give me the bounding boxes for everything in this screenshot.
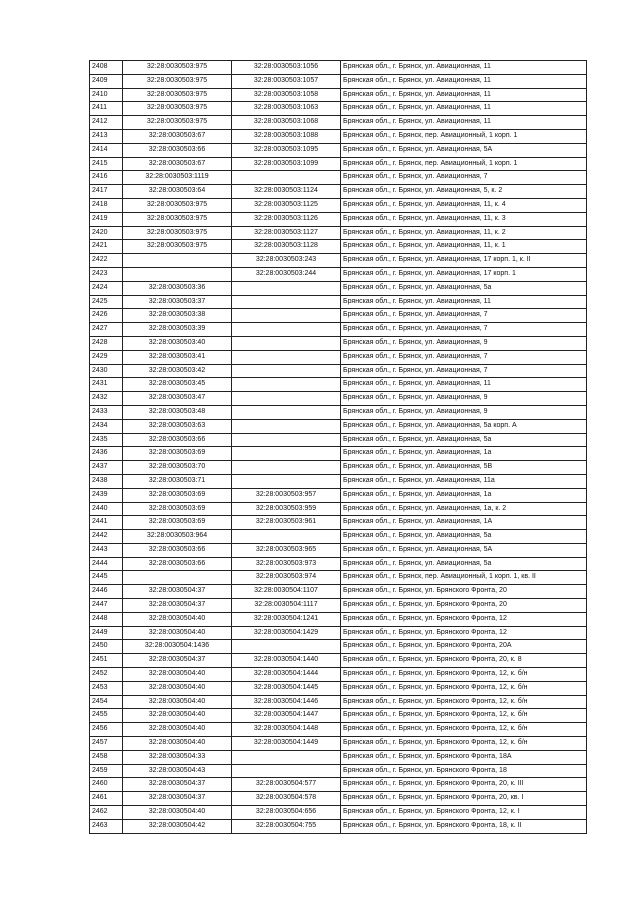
table-row — [90, 612, 587, 626]
land-cadastral-number-cell: 32:28:0030504:37 — [123, 599, 232, 613]
row-number-cell: 2432 — [90, 392, 123, 406]
row-number-cell: 2451 — [90, 654, 123, 668]
object-cadastral-number-cell — [232, 405, 341, 419]
address-cell: Брянская обл., г. Брянск, ул. Авиационная, 9 — [341, 405, 587, 419]
address-cell: Брянская обл., г. Брянск, ул. Брянского Фронта, 20А — [341, 640, 587, 654]
row-number-cell: 2414 — [90, 143, 123, 157]
object-cadastral-number-cell — [232, 764, 341, 778]
address-cell: Брянская обл., г. Брянск, ул. Авиационная, 1а — [341, 447, 587, 461]
land-cadastral-number-cell: 32:28:0030503:975 — [123, 240, 232, 254]
address-cell: Брянская обл., г. Брянск, ул. Авиационная, 9 — [341, 336, 587, 350]
land-cadastral-number-cell: 32:28:0030504:33 — [123, 750, 232, 764]
table-row — [90, 143, 587, 157]
row-number-cell: 2457 — [90, 737, 123, 751]
address-cell: Брянская обл., г. Брянск, ул. Брянского Фронта, 20, к. 8 — [341, 654, 587, 668]
row-number-cell: 2411 — [90, 102, 123, 116]
table-row — [90, 102, 587, 116]
address-cell: Брянская обл., г. Брянск, ул. Брянского Фронта, 20, кв. I — [341, 792, 587, 806]
table-row — [90, 226, 587, 240]
object-cadastral-number-cell — [232, 281, 341, 295]
row-number-cell: 2458 — [90, 750, 123, 764]
address-cell: Брянская обл., г. Брянск, ул. Авиационная, 5а — [341, 281, 587, 295]
object-cadastral-number-cell — [232, 640, 341, 654]
row-number-cell: 2443 — [90, 543, 123, 557]
table-row — [90, 543, 587, 557]
row-number-cell: 2408 — [90, 61, 123, 75]
address-cell: Брянская обл., г. Брянск, ул. Брянского Фронта, 20 — [341, 599, 587, 613]
address-cell: Брянская обл., г. Брянск, ул. Авиационная, 11, к. 4 — [341, 198, 587, 212]
land-cadastral-number-cell: 32:28:0030504:40 — [123, 612, 232, 626]
object-cadastral-number-cell: 32:28:0030504:1449 — [232, 737, 341, 751]
land-cadastral-number-cell: 32:28:0030504:42 — [123, 819, 232, 833]
address-cell: Брянская обл., г. Брянск, ул. Авиационная, 11 — [341, 102, 587, 116]
table-row — [90, 626, 587, 640]
table-row — [90, 323, 587, 337]
row-number-cell: 2462 — [90, 806, 123, 820]
object-cadastral-number-cell — [232, 392, 341, 406]
address-cell: Брянская обл., г. Брянск, ул. Авиационная, 11, к. 3 — [341, 212, 587, 226]
row-number-cell: 2426 — [90, 309, 123, 323]
table-row — [90, 640, 587, 654]
land-cadastral-number-cell: 32:28:0030503:70 — [123, 461, 232, 475]
table-row — [90, 668, 587, 682]
address-cell: Брянская обл., г. Брянск, ул. Брянского Фронта, 20 — [341, 585, 587, 599]
row-number-cell: 2446 — [90, 585, 123, 599]
row-number-cell: 2409 — [90, 74, 123, 88]
address-cell: Брянская обл., г. Брянск, ул. Авиационная, 5а корп. А — [341, 419, 587, 433]
land-cadastral-number-cell — [123, 571, 232, 585]
address-cell: Брянская обл., г. Брянск, ул. Брянского Фронта, 20, к. III — [341, 778, 587, 792]
land-cadastral-number-cell: 32:28:0030503:39 — [123, 323, 232, 337]
address-cell: Брянская обл., г. Брянск, ул. Брянского Фронта, 18, к. II — [341, 819, 587, 833]
object-cadastral-number-cell: 32:28:0030503:244 — [232, 267, 341, 281]
land-cadastral-number-cell: 32:28:0030503:63 — [123, 419, 232, 433]
address-cell: Брянская обл., г. Брянск, ул. Брянского Фронта, 12 — [341, 626, 587, 640]
land-cadastral-number-cell: 32:28:0030503:64 — [123, 185, 232, 199]
address-cell: Брянская обл., г. Брянск, ул. Брянского Фронта, 12, к. б/н — [341, 695, 587, 709]
row-number-cell: 2447 — [90, 599, 123, 613]
table-row — [90, 295, 587, 309]
object-cadastral-number-cell: 32:28:0030503:959 — [232, 502, 341, 516]
table-row — [90, 778, 587, 792]
land-cadastral-number-cell: 32:28:0030503:964 — [123, 530, 232, 544]
address-cell: Брянская обл., г. Брянск, ул. Брянского Фронта, 12, к. б/н — [341, 681, 587, 695]
table-row — [90, 585, 587, 599]
object-cadastral-number-cell — [232, 474, 341, 488]
land-cadastral-number-cell: 32:28:0030503:975 — [123, 116, 232, 130]
address-cell: Брянская обл., г. Брянск, ул. Авиационная, 7 — [341, 171, 587, 185]
row-number-cell: 2452 — [90, 668, 123, 682]
address-cell: Брянская обл., г. Брянск, ул. Авиационная, 5а — [341, 433, 587, 447]
row-number-cell: 2433 — [90, 405, 123, 419]
land-cadastral-number-cell: 32:28:0030503:975 — [123, 74, 232, 88]
land-cadastral-number-cell: 32:28:0030503:37 — [123, 295, 232, 309]
land-cadastral-number-cell: 32:28:0030503:69 — [123, 447, 232, 461]
table-row — [90, 709, 587, 723]
row-number-cell: 2449 — [90, 626, 123, 640]
row-number-cell: 2430 — [90, 364, 123, 378]
land-cadastral-number-cell: 32:28:0030503:40 — [123, 336, 232, 350]
row-number-cell: 2459 — [90, 764, 123, 778]
row-number-cell: 2460 — [90, 778, 123, 792]
table-row — [90, 681, 587, 695]
row-number-cell: 2442 — [90, 530, 123, 544]
object-cadastral-number-cell: 32:28:0030503:1057 — [232, 74, 341, 88]
land-cadastral-number-cell: 32:28:0030503:66 — [123, 433, 232, 447]
table-row — [90, 502, 587, 516]
address-cell: Брянская обл., г. Брянск, ул. Брянского Фронта, 12 — [341, 612, 587, 626]
table-row — [90, 764, 587, 778]
land-cadastral-number-cell: 32:28:0030503:67 — [123, 129, 232, 143]
land-cadastral-number-cell: 32:28:0030503:975 — [123, 212, 232, 226]
object-cadastral-number-cell — [232, 447, 341, 461]
land-cadastral-number-cell: 32:28:0030504:40 — [123, 668, 232, 682]
table-row — [90, 461, 587, 475]
land-cadastral-number-cell: 32:28:0030503:69 — [123, 502, 232, 516]
address-cell: Брянская обл., г. Брянск, ул. Брянского Фронта, 12, к. I — [341, 806, 587, 820]
object-cadastral-number-cell: 32:28:0030503:1056 — [232, 61, 341, 75]
row-number-cell: 2437 — [90, 461, 123, 475]
object-cadastral-number-cell: 32:28:0030504:1447 — [232, 709, 341, 723]
object-cadastral-number-cell — [232, 461, 341, 475]
row-number-cell: 2428 — [90, 336, 123, 350]
object-cadastral-number-cell — [232, 433, 341, 447]
table-row — [90, 723, 587, 737]
table-row — [90, 171, 587, 185]
table-row — [90, 88, 587, 102]
object-cadastral-number-cell — [232, 530, 341, 544]
land-cadastral-number-cell: 32:28:0030503:67 — [123, 157, 232, 171]
land-cadastral-number-cell: 32:28:0030504:37 — [123, 792, 232, 806]
address-cell: Брянская обл., г. Брянск, ул. Брянского Фронта, 12, к. б/н — [341, 737, 587, 751]
address-cell: Брянская обл., г. Брянск, ул. Авиационная, 11 — [341, 61, 587, 75]
object-cadastral-number-cell — [232, 323, 341, 337]
object-cadastral-number-cell — [232, 750, 341, 764]
land-cadastral-number-cell: 32:28:0030503:69 — [123, 488, 232, 502]
land-cadastral-number-cell: 32:28:0030504:40 — [123, 806, 232, 820]
land-cadastral-number-cell — [123, 267, 232, 281]
table-row — [90, 530, 587, 544]
table-row — [90, 240, 587, 254]
table-row — [90, 792, 587, 806]
land-cadastral-number-cell: 32:28:0030503:69 — [123, 516, 232, 530]
table-row — [90, 695, 587, 709]
object-cadastral-number-cell: 32:28:0030503:1088 — [232, 129, 341, 143]
row-number-cell: 2424 — [90, 281, 123, 295]
table-row — [90, 654, 587, 668]
land-cadastral-number-cell: 32:28:0030503:1119 — [123, 171, 232, 185]
row-number-cell: 2429 — [90, 350, 123, 364]
land-cadastral-number-cell: 32:28:0030504:40 — [123, 626, 232, 640]
row-number-cell: 2453 — [90, 681, 123, 695]
table-row — [90, 212, 587, 226]
address-cell: Брянская обл., г. Брянск, ул. Авиационная, 17 корп. 1, к. II — [341, 254, 587, 268]
land-cadastral-number-cell: 32:28:0030503:975 — [123, 198, 232, 212]
table-row — [90, 336, 587, 350]
object-cadastral-number-cell: 32:28:0030503:1099 — [232, 157, 341, 171]
object-cadastral-number-cell: 32:28:0030504:1117 — [232, 599, 341, 613]
land-cadastral-number-cell: 32:28:0030504:37 — [123, 585, 232, 599]
address-cell: Брянская обл., г. Брянск, ул. Авиационная, 1А — [341, 516, 587, 530]
address-cell: Брянская обл., г. Брянск, ул. Авиационная, 11 — [341, 88, 587, 102]
row-number-cell: 2415 — [90, 157, 123, 171]
land-cadastral-number-cell: 32:28:0030503:38 — [123, 309, 232, 323]
object-cadastral-number-cell: 32:28:0030504:656 — [232, 806, 341, 820]
address-cell: Брянская обл., г. Брянск, ул. Авиационная, 5, к. 2 — [341, 185, 587, 199]
object-cadastral-number-cell: 32:28:0030503:974 — [232, 571, 341, 585]
row-number-cell: 2440 — [90, 502, 123, 516]
land-cadastral-number-cell: 32:28:0030504:40 — [123, 709, 232, 723]
table-row — [90, 474, 587, 488]
land-cadastral-number-cell: 32:28:0030503:48 — [123, 405, 232, 419]
land-cadastral-number-cell: 32:28:0030503:47 — [123, 392, 232, 406]
object-cadastral-number-cell: 32:28:0030503:1126 — [232, 212, 341, 226]
object-cadastral-number-cell: 32:28:0030503:1068 — [232, 116, 341, 130]
address-cell: Брянская обл., г. Брянск, ул. Брянского Фронта, 12, к. б/н — [341, 709, 587, 723]
address-cell: Брянская обл., г. Брянск, ул. Авиационная, 5В — [341, 461, 587, 475]
land-cadastral-number-cell: 32:28:0030504:37 — [123, 654, 232, 668]
row-number-cell: 2463 — [90, 819, 123, 833]
land-cadastral-number-cell: 32:28:0030503:975 — [123, 102, 232, 116]
object-cadastral-number-cell: 32:28:0030503:965 — [232, 543, 341, 557]
land-cadastral-number-cell: 32:28:0030504:40 — [123, 681, 232, 695]
table-row — [90, 254, 587, 268]
land-cadastral-number-cell: 32:28:0030504:1436 — [123, 640, 232, 654]
object-cadastral-number-cell: 32:28:0030504:1444 — [232, 668, 341, 682]
object-cadastral-number-cell: 32:28:0030503:973 — [232, 557, 341, 571]
object-cadastral-number-cell: 32:28:0030503:1063 — [232, 102, 341, 116]
address-cell: Брянская обл., г. Брянск, ул. Авиационная, 11, к. 2 — [341, 226, 587, 240]
address-cell: Брянская обл., г. Брянск, ул. Авиационная, 11 — [341, 116, 587, 130]
row-number-cell: 2444 — [90, 557, 123, 571]
table-row — [90, 405, 587, 419]
row-number-cell: 2461 — [90, 792, 123, 806]
row-number-cell: 2425 — [90, 295, 123, 309]
table-row — [90, 557, 587, 571]
table-row — [90, 447, 587, 461]
table-row — [90, 737, 587, 751]
row-number-cell: 2448 — [90, 612, 123, 626]
table-row — [90, 599, 587, 613]
row-number-cell: 2434 — [90, 419, 123, 433]
table-row — [90, 116, 587, 130]
land-cadastral-number-cell: 32:28:0030504:43 — [123, 764, 232, 778]
object-cadastral-number-cell: 32:28:0030503:1058 — [232, 88, 341, 102]
row-number-cell: 2421 — [90, 240, 123, 254]
table-row — [90, 129, 587, 143]
row-number-cell: 2420 — [90, 226, 123, 240]
object-cadastral-number-cell — [232, 171, 341, 185]
row-number-cell: 2431 — [90, 378, 123, 392]
address-cell: Брянская обл., г. Брянск, ул. Авиационная, 1а, к. 2 — [341, 502, 587, 516]
row-number-cell: 2438 — [90, 474, 123, 488]
land-cadastral-number-cell: 32:28:0030504:40 — [123, 723, 232, 737]
address-cell: Брянская обл., г. Брянск, ул. Авиационная, 1а — [341, 488, 587, 502]
object-cadastral-number-cell: 32:28:0030504:755 — [232, 819, 341, 833]
address-cell: Брянская обл., г. Брянск, ул. Авиационная, 17 корп. 1 — [341, 267, 587, 281]
object-cadastral-number-cell — [232, 309, 341, 323]
object-cadastral-number-cell: 32:28:0030503:1128 — [232, 240, 341, 254]
table-row — [90, 157, 587, 171]
table-row — [90, 819, 587, 833]
table-row — [90, 267, 587, 281]
land-cadastral-number-cell: 32:28:0030503:42 — [123, 364, 232, 378]
table-row — [90, 185, 587, 199]
address-cell: Брянская обл., г. Брянск, ул. Брянского Фронта, 18 — [341, 764, 587, 778]
row-number-cell: 2455 — [90, 709, 123, 723]
land-cadastral-number-cell: 32:28:0030503:975 — [123, 226, 232, 240]
land-cadastral-number-cell: 32:28:0030503:975 — [123, 88, 232, 102]
object-cadastral-number-cell: 32:28:0030504:1446 — [232, 695, 341, 709]
registry-table — [89, 60, 587, 834]
land-cadastral-number-cell: 32:28:0030503:45 — [123, 378, 232, 392]
row-number-cell: 2412 — [90, 116, 123, 130]
registry-table-body — [90, 61, 587, 834]
table-row — [90, 488, 587, 502]
address-cell: Брянская обл., г. Брянск, пер. Авиационный, 1 корп. 1, кв. II — [341, 571, 587, 585]
land-cadastral-number-cell: 32:28:0030503:41 — [123, 350, 232, 364]
row-number-cell: 2422 — [90, 254, 123, 268]
row-number-cell: 2450 — [90, 640, 123, 654]
address-cell: Брянская обл., г. Брянск, ул. Авиационная, 7 — [341, 350, 587, 364]
land-cadastral-number-cell: 32:28:0030504:40 — [123, 695, 232, 709]
land-cadastral-number-cell: 32:28:0030503:66 — [123, 543, 232, 557]
row-number-cell: 2416 — [90, 171, 123, 185]
table-row — [90, 392, 587, 406]
table-row — [90, 433, 587, 447]
address-cell: Брянская обл., г. Брянск, ул. Авиационная, 5а — [341, 530, 587, 544]
object-cadastral-number-cell — [232, 336, 341, 350]
land-cadastral-number-cell: 32:28:0030503:66 — [123, 557, 232, 571]
table-row — [90, 419, 587, 433]
land-cadastral-number-cell: 32:28:0030503:36 — [123, 281, 232, 295]
object-cadastral-number-cell: 32:28:0030504:1429 — [232, 626, 341, 640]
object-cadastral-number-cell: 32:28:0030503:1124 — [232, 185, 341, 199]
table-row — [90, 198, 587, 212]
table-row — [90, 364, 587, 378]
table-row — [90, 61, 587, 75]
address-cell: Брянская обл., г. Брянск, ул. Авиационная, 7 — [341, 309, 587, 323]
address-cell: Брянская обл., г. Брянск, ул. Брянского Фронта, 18А — [341, 750, 587, 764]
object-cadastral-number-cell: 32:28:0030504:577 — [232, 778, 341, 792]
address-cell: Брянская обл., г. Брянск, ул. Авиационная, 11 — [341, 378, 587, 392]
object-cadastral-number-cell: 32:28:0030504:1241 — [232, 612, 341, 626]
address-cell: Брянская обл., г. Брянск, ул. Брянского Фронта, 12, к. б/н — [341, 723, 587, 737]
object-cadastral-number-cell: 32:28:0030504:1445 — [232, 681, 341, 695]
address-cell: Брянская обл., г. Брянск, ул. Брянского Фронта, 12, к. б/н — [341, 668, 587, 682]
row-number-cell: 2413 — [90, 129, 123, 143]
object-cadastral-number-cell — [232, 419, 341, 433]
object-cadastral-number-cell — [232, 350, 341, 364]
land-cadastral-number-cell: 32:28:0030503:66 — [123, 143, 232, 157]
object-cadastral-number-cell: 32:28:0030503:957 — [232, 488, 341, 502]
land-cadastral-number-cell: 32:28:0030504:40 — [123, 737, 232, 751]
row-number-cell: 2410 — [90, 88, 123, 102]
row-number-cell: 2427 — [90, 323, 123, 337]
object-cadastral-number-cell: 32:28:0030504:1448 — [232, 723, 341, 737]
table-row — [90, 750, 587, 764]
address-cell: Брянская обл., г. Брянск, ул. Авиационная, 5А — [341, 543, 587, 557]
object-cadastral-number-cell: 32:28:0030504:1440 — [232, 654, 341, 668]
address-cell: Брянская обл., г. Брянск, ул. Авиационная, 11, к. 1 — [341, 240, 587, 254]
address-cell: Брянская обл., г. Брянск, ул. Авиационная, 5А — [341, 143, 587, 157]
land-cadastral-number-cell: 32:28:0030504:37 — [123, 778, 232, 792]
object-cadastral-number-cell: 32:28:0030503:961 — [232, 516, 341, 530]
table-row — [90, 806, 587, 820]
table-row — [90, 74, 587, 88]
table-row — [90, 571, 587, 585]
address-cell: Брянская обл., г. Брянск, ул. Авиационная, 11а — [341, 474, 587, 488]
row-number-cell: 2419 — [90, 212, 123, 226]
address-cell: Брянская обл., г. Брянск, ул. Авиационная, 11 — [341, 295, 587, 309]
row-number-cell: 2456 — [90, 723, 123, 737]
row-number-cell: 2436 — [90, 447, 123, 461]
table-row — [90, 378, 587, 392]
address-cell: Брянская обл., г. Брянск, ул. Авиационная, 9 — [341, 392, 587, 406]
land-cadastral-number-cell — [123, 254, 232, 268]
address-cell: Брянская обл., г. Брянск, ул. Авиационная, 5а — [341, 557, 587, 571]
address-cell: Брянская обл., г. Брянск, ул. Авиационная, 7 — [341, 323, 587, 337]
row-number-cell: 2439 — [90, 488, 123, 502]
object-cadastral-number-cell — [232, 378, 341, 392]
address-cell: Брянская обл., г. Брянск, пер. Авиационный, 1 корп. 1 — [341, 157, 587, 171]
row-number-cell: 2435 — [90, 433, 123, 447]
land-cadastral-number-cell: 32:28:0030503:71 — [123, 474, 232, 488]
table-row — [90, 350, 587, 364]
address-cell: Брянская обл., г. Брянск, пер. Авиационный, 1 корп. 1 — [341, 129, 587, 143]
table-row — [90, 281, 587, 295]
address-cell: Брянская обл., г. Брянск, ул. Авиационная, 11 — [341, 74, 587, 88]
object-cadastral-number-cell: 32:28:0030504:1107 — [232, 585, 341, 599]
object-cadastral-number-cell: 32:28:0030504:578 — [232, 792, 341, 806]
row-number-cell: 2441 — [90, 516, 123, 530]
table-row — [90, 309, 587, 323]
table-row — [90, 516, 587, 530]
row-number-cell: 2454 — [90, 695, 123, 709]
object-cadastral-number-cell: 32:28:0030503:1095 — [232, 143, 341, 157]
address-cell: Брянская обл., г. Брянск, ул. Авиационная, 7 — [341, 364, 587, 378]
object-cadastral-number-cell: 32:28:0030503:243 — [232, 254, 341, 268]
land-cadastral-number-cell: 32:28:0030503:975 — [123, 61, 232, 75]
object-cadastral-number-cell — [232, 295, 341, 309]
row-number-cell: 2417 — [90, 185, 123, 199]
object-cadastral-number-cell: 32:28:0030503:1127 — [232, 226, 341, 240]
row-number-cell: 2445 — [90, 571, 123, 585]
row-number-cell: 2423 — [90, 267, 123, 281]
object-cadastral-number-cell: 32:28:0030503:1125 — [232, 198, 341, 212]
object-cadastral-number-cell — [232, 364, 341, 378]
row-number-cell: 2418 — [90, 198, 123, 212]
